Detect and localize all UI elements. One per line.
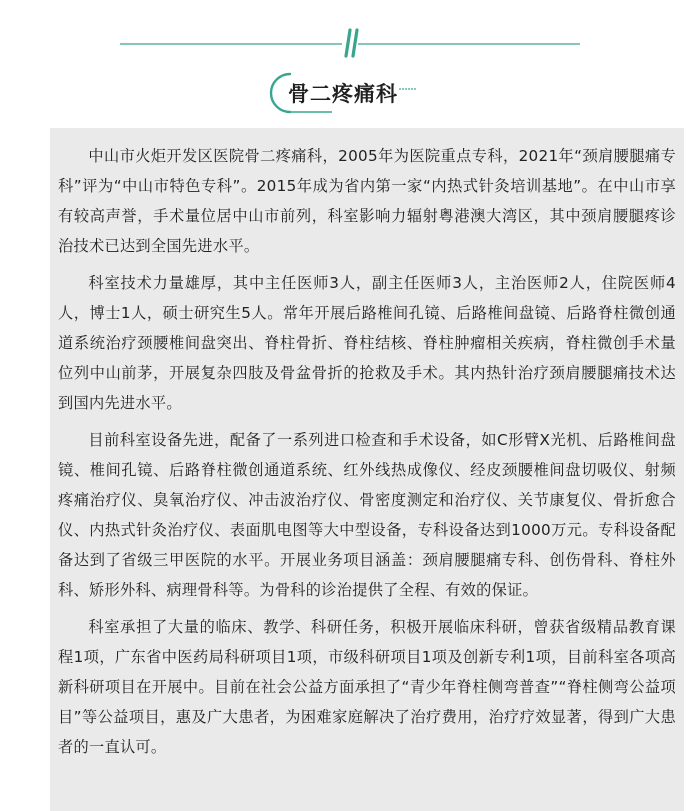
content-panel [50,128,684,811]
research-paragraph: 科室承担了大量的临床、教学、科研任务，积极开展临床科研，曾获省级精品教育课程1项，广东省中医药局科研项目1项，市级科研项目1项及创新专利1项，目前科室各项高新科研项目在开展中。目前在社会公益方面承担了“青少年脊柱侧弯普查”“脊柱侧弯公益项目”等公益项目，惠及广大患者，为困难家庭解决了治疗费用，治疗疗效显著，得到广大患者的一直认可。 [58,618,676,756]
equipment-paragraph: 目前科室设备先进，配备了一系列进口检查和手术设备，如C形臂X光机、后路椎间盘镜、椎间孔镜、后路脊柱微创通道系统、红外线热成像仪、经皮颈腰椎间盘切吸仪、射频疼痛治疗仪、臭氧治疗仪、冲击波治疗仪、骨密度测定和治疗仪、关节康复仪、骨折愈合仪、内热式针灸治疗仪、表面肌电图等大中型设备，专科设备达到1000万元。专科设备配备达到了省级三甲医院的水平。开展业务项目涵盖：颈肩腰腿痛专科、创伤骨科、脊柱外科、矫形外科、病理骨科等。为骨科的诊治提供了全程、有效的保证。 [58,431,676,599]
intro-paragraph: 中山市火炬开发区医院骨二疼痛科，2005年为医院重点专科，2021年“颈肩腰腿痛专科”评为“中山市特色专科”。2015年成为省内第一家“内热式针灸培训基地”。在中山市享有较高声誉，手术量位居中山市前列，科室影响力辐射粤港澳大湾区，其中颈肩腰腿疼诊治技术已达到全国先进水平。 [58,147,676,255]
staff-paragraph: 科室技术力量雄厚，其中主任医师3人，副主任医师3人，主治医师2人，住院医师4人，博士1人，硕士研究生5人。常年开展后路椎间孔镜、后路椎间盘镜、后路脊柱微创通道系统治疗颈腰椎间盘突出、脊柱骨折、脊柱结核、脊柱肿瘤相关疾病，脊柱微创手术量位列中山前茅，开展复杂四肢及骨盆骨折的抢救及手术。其内热针治疗颈肩腰腿痛技术达到国内先进水平。 [58,274,676,412]
section-title [268,70,398,116]
page-title: 骨二疼痛科 [288,82,398,106]
header-divider [120,26,580,60]
